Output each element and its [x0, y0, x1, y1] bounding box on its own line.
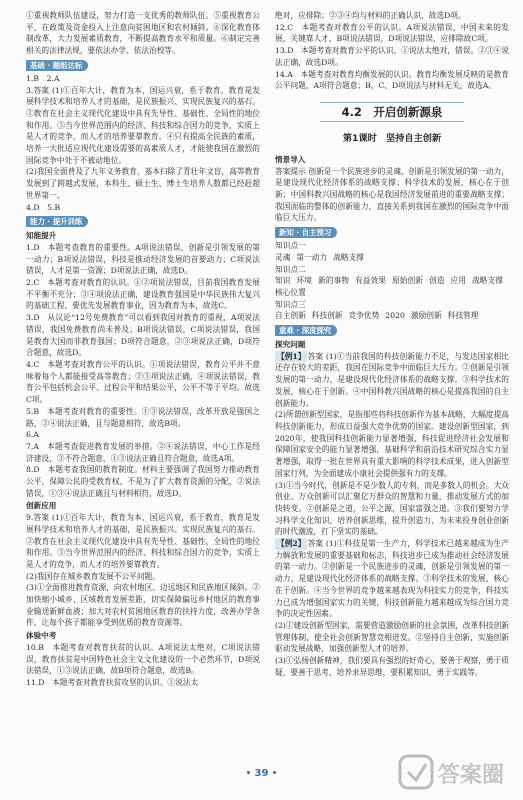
left-column: [26, 10, 260, 689]
answer-line: 6.A: [26, 430, 39, 440]
example-paragraph: 【例2】 答案 (1)①科技是第一生产力，科学技术已越来越成为生产力解放和发展的重要基础和标志，科技进步已成为推动社会经济发展的第一动力。②创新是一个民族进步的灵魂，创新是引领发展的第一动力，是建设现代化经济体系的战略支撑。③科学技术的发展，核心在于创新。④当今世界的竞争越来越表现为科技实力的竞争，科技实力已成为增强国家实力的关键，科技创新能力越来越成为综合国力竞争的决定性因素。: [275, 539, 509, 619]
keyword: 激励创新: [410, 311, 442, 321]
paragraph: ①重视教师队伍建设，努力打造一支优秀的教师队伍。⑤重视教育公平，在政策及资金投入上注意向贫困地区和农村倾斜。⑥深化教育体制改革，大力发展素质教育，不断提高教育水平和质量。⑥制定完善相关的法律法规，要依法办学、依法治校等。: [26, 11, 260, 56]
answer-paragraph: 10.B 本题考查对教育扶贫的认识。A项说法太绝对，C项说法错误，教育扶贫是中国特色社会主义文化建设的一个必然环节，D项说法错误，①③说法正确，故B项符合题意，故选B。: [26, 642, 260, 676]
answer-paragraph: 3.D 从议论“12号免费教育”可以看到我国对教育的重视，A项说法错误，我国免费教育尚未普及；B项说法错误，C项说法错误，我国是教育大国而非教育强国；D项符合题意，②③项说法正确，D项符合题意，故选D。: [26, 313, 260, 358]
answer-line: 1.B 2.A: [26, 73, 60, 83]
keyword: 战略支撑: [333, 252, 364, 262]
answer-paragraph: (3)①弘扬创新精神，我们要具有强烈的好奇心，要善于观察，勇于质疑，要善于思考、培养求异思维，要积累知识，勇于实践等。: [275, 656, 509, 677]
answer-paragraph: (3)①全面推进教育资源，向农村地区、边远地区和民族地区倾斜。②加快缩小城乡、区域教育发展差距，切实保障偏远乡村地区的教育事业输送新鲜血液；加大对农村贫困地区教育的扶持力度，改善办学条件，让每个孩子都能享受到优质的教育资源等。: [26, 583, 260, 628]
keyword: 战略支撑: [472, 276, 503, 286]
answer-paragraph: (2)所谓创新型国家，是指那些将科技创新作为基本战略，大幅度提高科技创新能力，形成日益强大竞争优势的国家。建设创新型国家，到2020年，使我国科技创新能力显著增强，科技促进经济社会发展和保障国家安全的能力显著增强，基础科学和前沿技术研究综合实力显著增强，取得一批在世界具有重大影响的科学技术成果，进入创新型国家行列，为全面建成小康社会提供强有力的支撑。: [275, 410, 509, 478]
answer-paragraph: (2)我国存在城乡教育发展不公平问题。: [26, 571, 160, 581]
subheading: 情景导入: [275, 154, 306, 164]
answer-paragraph: 11.D 本题考查对教育扶贫攻坚的认识。①说法太: [26, 677, 199, 687]
answer-paragraph: 5.B 本题考查对教育的重要性。①③说法错误，改革开放是强国之路，②④说法正确，且与题意相符，故选B项。: [26, 406, 260, 428]
answer-paragraph: 4.C 本题考查对教育公平的认识。①项说法错误，教育公平并不意味着每个人都能接受高等教育；②③项说法正确，④项说法错误，教育公平包括机会公平、过程公平和结果公平，公平不等于平均。故选C项。: [26, 359, 260, 405]
keyword: 原始创新: [392, 276, 423, 286]
answer-paragraph: 答案提示 创新是一个民族进步的灵魂，创新是引领发展的第一动力，是建设现代化经济体系的战略支撑；科学技术的发展，核心在于创新；中国科教兴国战略的核心是我国经济发展前进的重要战略支撑；我国面临的整体的创新能力，直接关系到我国在激烈的国际竞争中面临巨大压力。: [275, 166, 509, 223]
subheading: 体验中考: [26, 631, 57, 641]
page-number: 39: [0, 768, 523, 779]
section-heading-preview: 新知 · 自主预习: [275, 227, 337, 238]
keyword: 知识: [275, 276, 291, 286]
keyword: 有益效果: [355, 276, 386, 286]
answer-paragraph: (2)我国全面普及了九年义务教育，基本扫除了青壮年文盲，高等教育发展到了跨越式发展，本科生、硕士生、博士生培养人数都已经赶超世界第一。: [26, 167, 260, 200]
keyword: 第一动力: [296, 252, 328, 262]
keyword-list-1: [275, 252, 509, 264]
right-column: [275, 10, 509, 678]
answer-paragraph: 2.C 本题考查对教育的认识。①②项说法错误，目前我国教育发展不平衡不充分；③④项说法正确，建设教育强国是中华民族伟大复兴的基础工程，要优先发展教育事业，因为教育为本，故选C。: [26, 278, 260, 311]
keyword-list-3: [275, 310, 509, 322]
answer-paragraph: 9.答案 (1)①百年大计，教育为本，国运兴衰，系于教育，教育是发展科学技术和培养人才的基础，是民族振兴、实现民族复兴的基石。②教育在社会主义现代化建设中具有先导性、基础性、全局性的地位和作用。③当今世界范围内的经济、科技和综合国力的竞争，实质上是人才的竞争，而人才的培养要靠教育。: [26, 513, 260, 569]
subheading: 探究问题: [275, 340, 306, 350]
keyword: 2020: [385, 311, 405, 321]
answer-paragraph: 1.D 本题考查教育的重要性。A项说法错误，创新是引领发展的第一动力；B项说法错误，科技是推动经济发展的首要动力；C项说法错误，人才是第一资源；D项说法正确，故选D。: [26, 242, 260, 276]
example-label: 【例2】: [277, 539, 306, 549]
answer-paragraph: 7.A 本题考查促进教育发展的举措。②④说法错误，中心工作是经济建设，③不符合题意，①③说法正确且符合题意，故选A项。: [26, 441, 260, 463]
section-heading-basics: 基础 · 题组达标: [26, 60, 88, 71]
keyword: 新的事物: [318, 276, 349, 286]
answer-paragraph: 14.A 本题考查对教育均衡发展的认识。教育均衡发展反映的是教育公平问题，A项符合题意；B、C、D项说法与材料无关，故选A。: [275, 69, 509, 91]
section-heading-explore: 重难 · 深度探究: [275, 325, 337, 336]
knowledge-point-label: 知识点一: [275, 241, 306, 251]
keyword: 应用: [450, 276, 466, 286]
lesson-title: 第1课时 坚持自主创新: [342, 132, 442, 144]
answer-paragraph: (2)①建设创新型国家，需要营造激励创新的社会氛围，改革科技创新管理体制，使全社会创新智慧竞相迸发。②坚持自主创新，实施创新驱动发展战略，加强创新型人才的培养。: [275, 620, 509, 654]
chapter-title: 4.2 开启创新源泉: [275, 102, 509, 122]
keyword: 核心位置: [275, 287, 306, 297]
answer-paragraph: 8.D 本题考查我国的教育制度。材料主要强调了我国努力推动教育公平，保障公民的受教育权，不是为了扩大教育资源的分配，②说法错误，①③④说法正确且与材料相符，故选D。: [26, 465, 260, 498]
keyword: 自主创新: [275, 311, 306, 321]
keyword: 科技创新: [311, 311, 343, 321]
keyword-list-2: [275, 275, 509, 298]
section-heading-ability: 能力 · 提升训练: [26, 216, 88, 227]
subheading: 创新应用: [26, 501, 57, 511]
keyword: 灵魂: [275, 252, 291, 262]
answer-paragraph: (3)①当今时代，创新是不是少数人的专利，而是多数人的机会。大众创业、万众创新可以汇聚亿万群众的智慧和力量，推动发展方式的加快转变。②创新是之道，公平之源，国家富强之道。③我们要努力学习科学文化知识，培养创新思维，提升创造力，为未来投身创业创新的时代潮流，打下坚实的基础。: [275, 480, 509, 537]
knowledge-point-label: 知识点二: [275, 264, 306, 274]
svg-text:答案圈: 答案圈: [438, 763, 505, 788]
keyword: 创造: [429, 276, 445, 286]
answer-paragraph: 13.D 本题考查对教育公平的认识。①说法太绝对，错误。②③④说法正确，故选D项。: [275, 46, 509, 67]
knowledge-point-label: 知识点三: [275, 299, 306, 309]
subheading: 知能提升: [26, 231, 57, 241]
answer-paragraph: 3.答案 (1)①百年大计，教育为本，国运兴衰，系于教育，教育是发展科学技术和培养人才的基础，是民族振兴、实现民族复兴的基石。②教育在社会主义现代化建设中具有先导性、基础性、全局性的地位和作用。③当今世界范围内的经济、科技和综合国力的竞争，实质上是人才的竞争，而人才的培养要靠教育。④只有提高全民族的素质，培养一大批适应现代化建设需要的高素质人才，才能使我国在激烈的国际竞争中处于不被动地位。: [26, 85, 260, 165]
keyword: 科技管理: [447, 311, 479, 321]
example-paragraph: 【例1】 答案 (1)①当前我国的科技创新能力不足，与发达国家相比还存在较大的差距，我国在国际竞争中面临巨大压力。②创新是引领发展的第一动力，是建设现代化经济体系的战略支撑。③科学技术的发展，核心在于创新。④中国科教兴国战略的核心是提高我国的自主创新能力。: [275, 351, 509, 408]
paragraph: 绝对，应排除；②③④均与材料的正确认识，故选D项。: [275, 11, 466, 20]
keyword: 环境: [296, 276, 312, 286]
answer-paragraph: 12.C 本题考查对教育公平的认识。A项说法错误，中国未来的发展，关键靠人才，B项说法错误，D项说法错误，应排除故C项。: [275, 22, 509, 44]
watermark-logo-icon: [398, 752, 516, 794]
keyword: 竞争优势: [348, 311, 380, 321]
example-label: 【例1】: [277, 351, 306, 361]
answer-line: 4.D 5.B: [26, 202, 61, 212]
